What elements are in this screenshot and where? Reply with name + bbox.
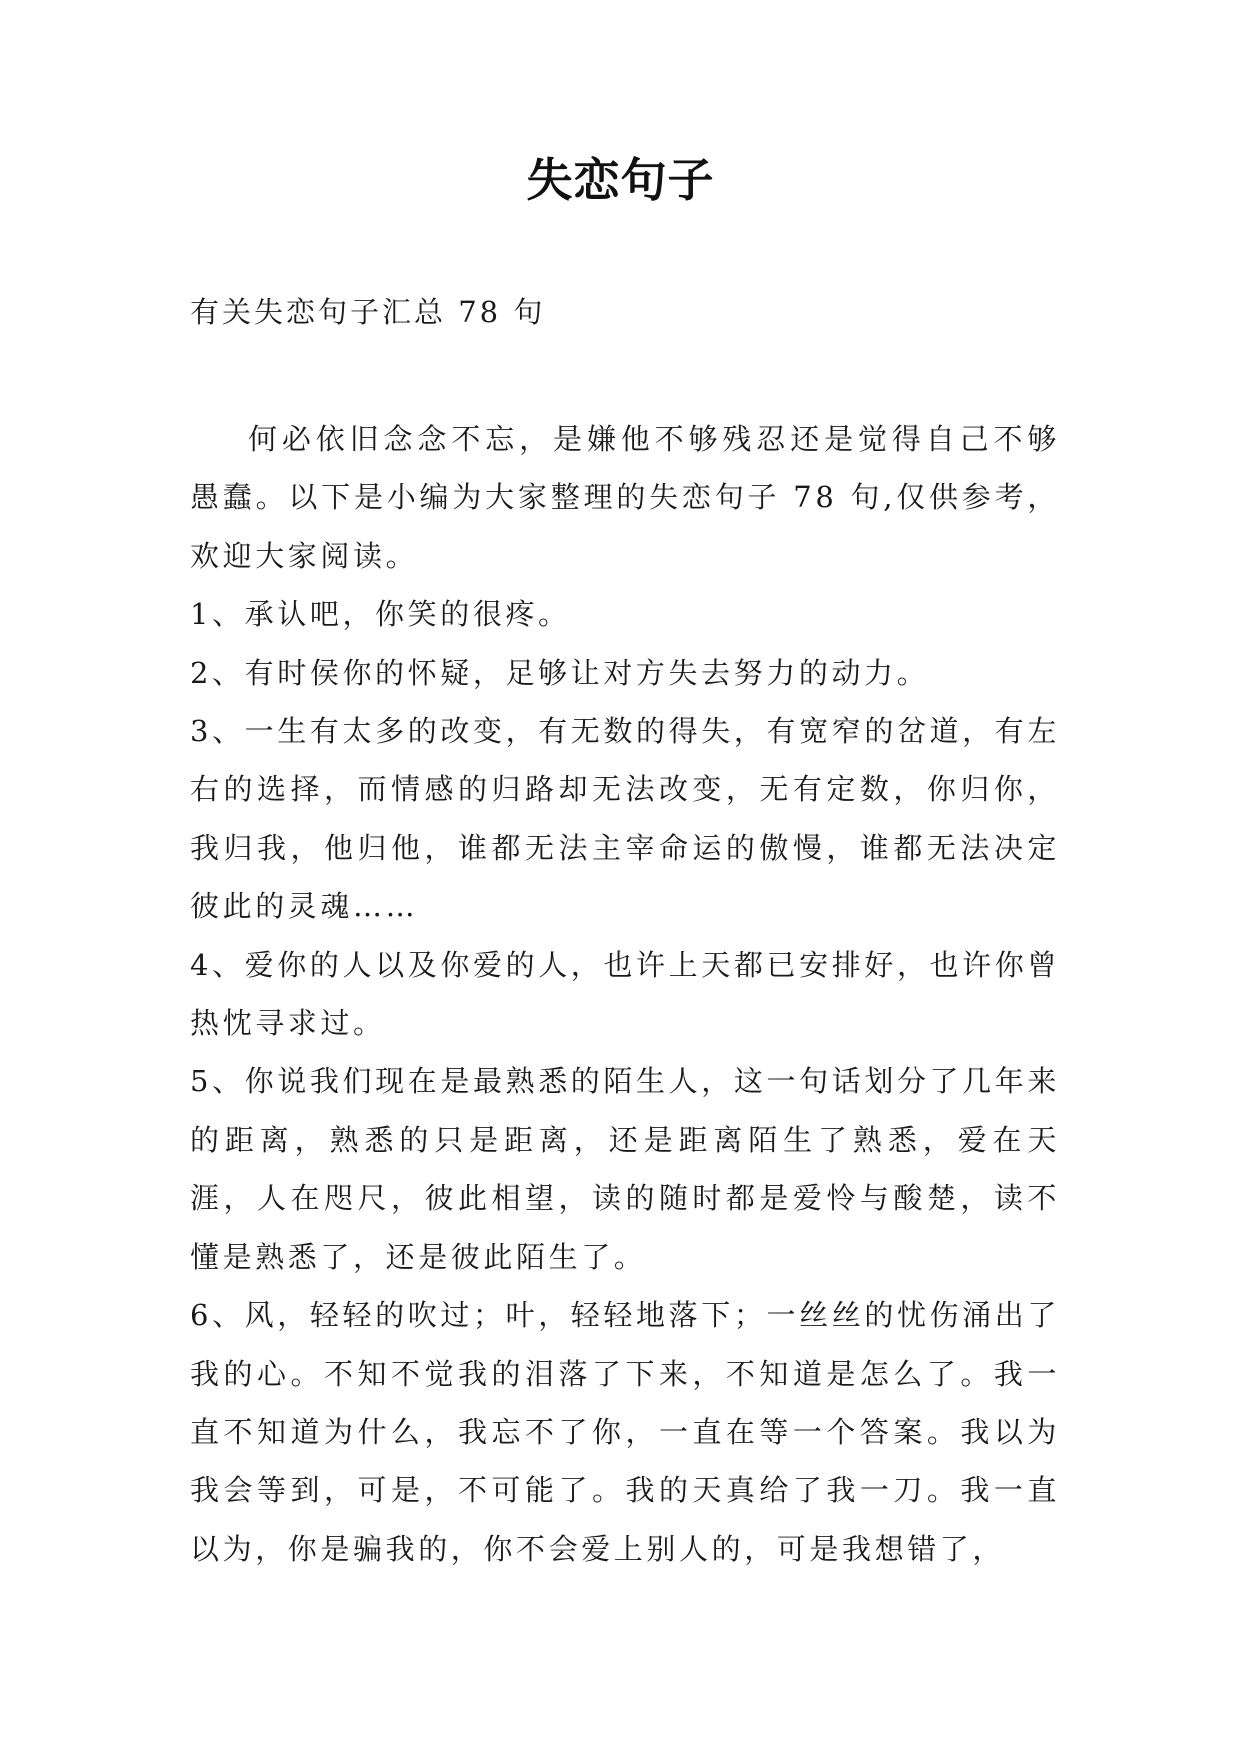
intro-paragraph: 何必依旧念念不忘，是嫌他不够残忍还是觉得自己不够愚蠢。以下是小编为大家整理的失恋句子 78 句,仅供参考，欢迎大家阅读。 <box>190 422 1060 573</box>
document-body <box>190 410 1060 1578</box>
list-item: 3、一生有太多的改变，有无数的得失，有宽窄的岔道，有左右的选择，而情感的归路却无法改变，无有定数，你归你，我归我，他归他，谁都无法主宰命运的傲慢，谁都无法决定彼此的灵魂…… <box>190 714 1060 924</box>
document-subtitle: 有关失恋句子汇总 78 句 <box>190 295 546 329</box>
list-item: 5、你说我们现在是最熟悉的陌生人，这一句话划分了几年来的距离，熟悉的只是距离，还是距离陌生了熟悉，爱在天涯，人在咫尺，彼此相望，读的随时都是爱怜与酸楚，读不懂是熟悉了，还是彼此陌生了。 <box>190 1064 1060 1274</box>
page-title: 失恋句子 <box>526 153 715 207</box>
list-item: 4、爱你的人以及你爱的人，也许上天都已安排好，也许你曾热忱寻求过。 <box>190 947 1060 1041</box>
list-item: 6、风，轻轻的吹过；叶，轻轻地落下；一丝丝的忧伤涌出了我的心。不知不觉我的泪落了下来，不知道是怎么了。我一直不知道为什么，我忘不了你，一直在等一个答案。我以为我会等到，可是，不可能了。我的天真给了我一刀。我一直以为，你是骗我的，你不会爱上别人的，可是我想错了， <box>190 1298 1060 1566</box>
list-item: 1、承认吧，你笑的很疼。 <box>190 597 571 632</box>
list-item: 2、有时侯你的怀疑，足够让对方失去努力的动力。 <box>190 655 930 690</box>
